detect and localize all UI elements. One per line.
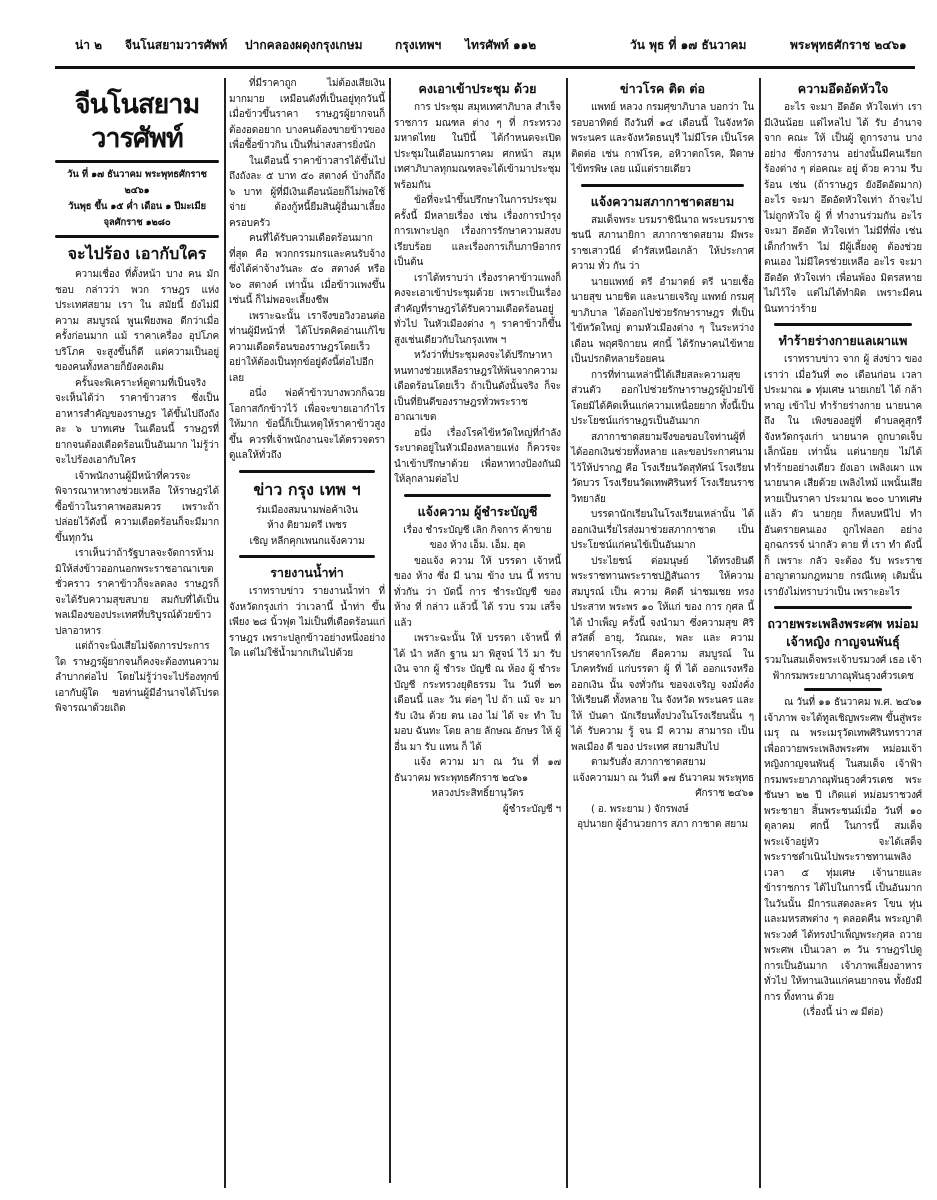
meeting-paragraph: หวังว่าที่ประชุมคงจะได้ปรึกษาหาหนทางช่วยเหลือราษฎรให้พ้นจากความเดือดร้อนโดยเร็ว ถ้าเป็นดังนั้นจริง ก็จะเป็นที่ยินดีของราษฎรทั่วพระราชอาณาเขต — [394, 350, 561, 423]
header-date: วัน พุธ ที่ ๑๗ ธันวาคม — [630, 38, 747, 52]
redcross-paragraph: สมเด็จพระ บรมราชินีนาถ พระบรมราชชนนี สภานายิกา สภากาชาดสยาม มีพระราชเสาวนีย์ ดำรัสเหนือเกล้า ให้ประกาศ ความ ทั่ว กัน ว่า — [571, 214, 754, 272]
assault-title: ทำร้ายร่างกายแลเผาแพ — [778, 333, 908, 348]
redcross-date: แจ้งความมา ณ วันที่ ๑๗ ธันวาคม พระพุทธศักราช ๒๔๖๑ — [572, 772, 754, 799]
column-divider — [224, 78, 226, 1188]
continued-note: (เรื่องนี้ น่า ๗ มีต่อ) — [802, 1007, 884, 1018]
liquidator-paragraph: ขอแจ้ง ความ ให้ บรรดา เจ้าหนี้ ของ ห้าง ซึ่ง มี นาม ข้าง บน นี้ ทราบ ทั่วกัน ว่า บัดนี้ การ ชำระบัญชี ของ ห้าง ที่ กล่าว แล้วนี้ ได้ รวบ รวม เสร็จ แล้ว — [394, 555, 561, 629]
disease-news-body: แพทย์ หลวง กรมศุขาภิบาล บอกว่า ในรอบอาทิตย์ ถึงวันที่ ๑๔ เดือนนี้ ในจังหวัดพระนคร และจังหวัดธนบุรี ไม่มีโรค เป็นโรค ติดต่อ เช่น กาฬโรค, อหิวาตกโรค, ฝีดาษ ไข้ทรพิษ เลย แม้แต่รายเดียว — [571, 102, 754, 175]
funeral-title: ถวายพระเพลิงพระศพ หม่อมเจ้าหญิง กาญจนพันธุ์ — [767, 616, 919, 649]
editorial-paragraph: ความเชื่อง ที่ตั้งหน้า บาง คน มักชอบ กล่าวว่า พวก ราษฎร แห่ง ประเทศสยาม เรา ใน สมัยนี้ ยังไม่มี ความ สมบูรณ์ พูนเพียงพอ ดีกว่าเมื่อครั้งก่อนมาก แม้ ราคาเครื่อง อุปโภค บริโภค จะสูงขึ้นก็ดี แต่ความเป็นอยู่ของคนทั้งหลายก็ยังคงเดิม — [55, 269, 219, 373]
editorial-paragraph: เราเห็นว่าถ้ารัฐบาลจะจัดการห้ามมิให้ส่งข้าวออกนอกพระราชอาณาเขตชั่วคราว ราคาข้าวก็จะลดลง ราษฎรก็จะได้รับความสุขสบาย สมกับที่ได้เป็นพลเมืองของประเทศที่บริบูรณ์ด้วยข้าวปลาอาหาร — [55, 548, 219, 637]
redcross-paragraph: การที่ท่านเหล่านี้ได้เสียสละความสุขส่วนตัว ออกไปช่วยรักษาราษฎรผู้ป่วยไข้ โดยมิได้คิดเห็นแก่ความเหนื่อยยาก ทั้งนี้เป็นประโยชน์แก่ราษฎรเป็นอันมาก — [571, 369, 754, 427]
liquidator-signer-title: ผู้ชำระบัญชี ฯ — [502, 803, 561, 815]
article-paragraph: เพราะฉะนั้น เราจึงขอวิงวอนต่อท่านผู้มีหน้าที่ ได้โปรดคิดอ่านแก้ไขความเดือดร้อนของราษฎรโดยเร็ว อย่าให้ต้องเป็นทุกข์อยู่ดังนี้ต่อไปอีกเลย — [229, 310, 385, 384]
ornament-rule — [404, 494, 551, 497]
column-divider — [566, 78, 568, 1188]
ornament-rule — [239, 470, 375, 473]
editorial-paragraph: เจ้าพนักงานผู้มีหน้าที่ควรจะพิจารณาหาทางช่วยเหลือ ให้ราษฎรได้ซื้อข้าวในราคาพอสมควร เพราะถ้าปล่อยไว้ดังนี้ ความเดือดร้อนก็จะมีมากขึ้นทุกวัน — [55, 470, 219, 544]
ornament-rule — [804, 688, 882, 691]
header-city: กรุงเทพฯ — [395, 38, 442, 52]
heart-title: ความอึดอัดหัวใจ — [797, 81, 889, 96]
column-divider — [759, 78, 761, 1188]
ornament-rule — [55, 235, 219, 238]
redcross-signer-title: อุปนายก ผู้อำนวยการ สภา กาชาด สยาม — [577, 819, 748, 830]
column-2 — [229, 76, 385, 662]
article-paragraph: คนที่ได้รับความเดือดร้อนมากที่สุด คือ พวกกรรมกรและคนรับจ้าง ซึ่งได้ค่าจ้างวันละ ๕๐ สตางค์ หรือ ๖๐ สตางค์ เท่านั้น เมื่อข้าวแพงขึ้นเช่นนี้ ก็ไม่พอจะเลี้ยงชีพ — [229, 233, 385, 306]
redcross-paragraph: ประไยชน์ ต่อมนุษย์ ได้ทรงยินดีพระราชทานพระราชปฏิสันถาร ให้ความสมบูรณ์ เป็น ความ คิดดี น่าชมเชย ทรงประสาท พระพร ๑๐ ให้แก่ ของ การ กุศล นี้ ได้ บำเพ็ญ ครั้งนี้ จงนำมา ซึ่งความสุข ศิริสวัสดิ์ อายุ, วัณณะ, พละ และ ความ ปราศจากโรคภัย คือความ สมบูรณ์ ในโภคทรัพย์ แก่บรรดา ผู้ ที่ ได้ ออกแรงหรือออกเงิน นั้น จงทั่วกัน ขอจงเจริญ จงมั่งคั่ง ให้เรียนดี ทั้งหลาย ใน จังหวัด พระนคร และให้ บันดา นักเรียนทั้งปวงในโรงเรียนนั้น ๆ ได้ รับความ รู้ จน มี ความ สามารถ เป็น พลเมือง ดี ของ ประเทศ สยามสืบไป — [571, 555, 754, 753]
redcross-paragraph: สภากาชาดสยามจึงขอขอบใจท่านผู้ที่ได้ออกเงินช่วยทั้งหลาย และขอประกาศนามไว้ให้ปรากฏ คือ โรงเรียนวัดสุทัศน์ โรงเรียนวัดบวร โรงเรียนวัดเทพศิรินทร์ โรงเรียนราชวิทยาลัย — [571, 431, 754, 505]
header-year: พระพุทธศักราช ๒๔๖๑ — [790, 38, 907, 52]
redcross-paragraph: นายแพทย์ ตรี อำมาตย์ ตรี นายเชื้อ นายสุข นายชิต และนายเจริญ แพทย์ กรมศุขาภิบาล ได้ออกไปช่วยรักษาราษฎร ที่เป็นไข้หวัดใหญ่ ตามหัวเมืองต่าง ๆ ในระหว่างเดือน พฤศจิกายน ศกนี้ ได้รักษาคนไข้หายเป็นปรกติหลายร้อยคน — [571, 276, 754, 365]
ornament-rule — [239, 555, 375, 558]
meeting-paragraph: การ ประชุม สมุหเทศาภิบาล สำเร็จราชการ มณฑล ต่าง ๆ ที่ กระทรวง มหาดไทย ในปีนี้ ได้กำหนดจะเปิดประชุมในเดือนมกราคม ศกหน้า สมุหเทศาภิบาลทุกมณฑลจะได้เข้ามาประชุมพร้อมกัน — [394, 102, 561, 191]
ornament-rule — [55, 160, 219, 163]
header-paper-name: จีนโนสยามวารศัพท์ — [125, 38, 228, 52]
page-number: น่า ๒ — [75, 38, 103, 52]
column-5 — [764, 76, 922, 1021]
column-1 — [55, 76, 219, 717]
assault-body: เราทราบข่าว จาก ผู้ ส่งข่าว ของเราว่า เมื่อวันที่ ๓๐ เดือนก่อน เวลา ประมาณ ๑ ทุ่มเศษ นายเกยไ ได้ กล้าหาญ เข้าไป ทำร้ายร่างกาย นายนาค ถึง ใน เพิงของอยู่ที่ ตำบลคูสุกรี จังหวัดกรุงเก่า นายนาค ถูกบาดเจ็บ เล็กน้อย เท่านั้น แต่นายกุย ไม่ได้ทำร้ายอย่างเดียว ยังเอา เพลิงเผา แพ นายนาค เสียด้วย เพลิงไหม้ แพนั้นเสียหายเป็นราคา ประมาณ ๒๐๐ บาทเศษ แล้ว ตัว นายกุย ก็หลบหนีไป ทำ อันตรายคนเอง ถูกไฟลอก อย่างอุกฉกรรจ์ น่ากลัว ตาย ที่ เรา ทำ ดังนี้ ก็ เพราะ กลัว จะต้อง รับ พระราชอาญาตามกฎหมาย กรณีเหตุ เดิมนั้น เรายังไม่ทราบว่าเป็น เพราะอะไร — [764, 354, 922, 598]
header-rule — [55, 66, 915, 69]
redcross-signer: ( อ. พระยาม ) จักรพงษ์ — [591, 803, 689, 815]
meeting-paragraph: อนึ่ง เรื่องโรคไข้หวัดใหญ่ที่กำลังระบาดอยู่ในหัวเมืองหลายแห่ง ก็ควรจะนำเข้าปรึกษาด้วย เพื่อหาทางป้องกันมิให้ลุกลามต่อไป — [394, 427, 561, 485]
article-paragraph: ในเดือนนี้ ราคาข้าวสารได้ขึ้นไปถึงถังละ ๕ บาท ๕๐ สตางค์ บ้างก็ถึง ๖ บาท ผู้ที่มีเงินเดือนน้อยก็ไม่พอใช้จ่าย ต้องกู้หนี้ยืมสินผู้อื่นมาเลี้ยงครอบครัว — [229, 155, 385, 229]
header-address: ปากคลองผดุงกรุงเกษม — [245, 38, 363, 52]
news-line: ร่มเมืองสมนามพ่อค้าเงิน — [256, 504, 358, 516]
ornament-rule — [774, 606, 912, 609]
meeting-paragraph: เราได้ทราบว่า เรื่องราคาข้าวแพงก็คงจะเอาเข้าประชุมด้วย เพราะเป็นเรื่องสำคัญที่ราษฎรได้รับความเดือดร้อนอยู่ทั่วไป ในหัวเมืองต่าง ๆ ราคาข้าวก็ขึ้นสูงเช่นเดียวกับในกรุงเทพ ฯ — [394, 272, 561, 346]
heart-body: อะไร จะมา อึดอัด หัวใจเท่า เรามีเงินน้อย แต่ไหลไป ได้ รับ อำนาจ จาก คณะ ให้ เป็นผู้ ดูการงาน บางอย่าง ซึ่งการงาน อย่างนั้นมีคนเรียกร้องต่าง ๆ ต่อคณะ อยู่ ด้วย ความ รีบ ร้อน เช่น (ถ้าราษฎร ยังอึดอัดมาก) อะไร จะมา อึดอัดหัวใจเท่า ถ้าจะไป ไม่ถูกหัวใจ ผู้ ที่ ทำงานร่วมกัน อะไร จะมา อึดอัด หัวใจเท่า ไม่มีที่พึ่ง เช่น เด็กกำพร้า ไม่ มีผู้เลี้ยงดู ต้องช่วย ตนเอง ไม่มีใครช่วยเหลือ อะไร จะมา อึดอัด หัวใจเท่า เพื่อนพ้อง มิตรสหาย ไม่ไว้ใจ แต่ไม่ได้ทำผิด เพราะมีคนนินทาว่าร้าย — [764, 102, 922, 315]
liquidator-title: แจ้งความ ผู้ชำระบัญชี — [417, 503, 538, 519]
editorial-title: จะไปร้อง เอากับใคร — [67, 244, 207, 263]
page-header — [0, 36, 937, 56]
masthead-date-1: วัน ที่ ๑๗ ธันวาคม พระพุทธศักราช ๒๔๖๑ — [67, 169, 207, 196]
article-paragraph: ที่มีราคาถูก ไม่ต้องเสียเงินมากมาย เหมือนดังที่เป็นอยู่ทุกวันนี้ เมื่อข้าวขึ้นราคา ราษฎรผู้ยากจนก็ต้องอดอยาก บางคนต้องขายข้าวของเพื่อซื้อข้าวกิน เป็นที่น่าสงสารยิ่งนัก — [229, 78, 385, 151]
article-paragraph: อนึ่ง พ่อค้าข้าวบางพวกก็ฉวยโอกาสกักข้าวไว้ เพื่อจะขายเอากำไรให้มาก ข้อนี้ก็เป็นเหตุให้ราคาข้าวสูงขึ้น ควรที่เจ้าพนักงานจะได้ตรวจตราดูแลให้ทั่วถึง — [229, 388, 385, 461]
water-report-title: รายงานน้ำท่า — [270, 565, 344, 580]
meeting-paragraph: ข้อที่จะนำขึ้นปรึกษาในการประชุมครั้งนี้ มีหลายเรื่อง เช่น เรื่องการบำรุงการเพาะปลูก เรื่องการรักษาความสงบเรียบร้อย และเรื่องการเก็บภาษีอากร เป็นต้น — [394, 195, 561, 268]
masthead-title: จีนโนสยามวารศัพท์ — [74, 89, 200, 154]
masthead-date-2: วันพุธ ขึ้น ๑๕ ค่ำ เดือน ๑ ปีมะเมีย — [68, 201, 206, 212]
disease-news-title: ข่าวโรค ติด ต่อ — [620, 81, 705, 96]
redcross-title: แจ้งความสภากาชาดสยาม — [590, 193, 735, 209]
column-3 — [394, 76, 561, 817]
liquidator-paragraph: เพราะฉะนั้น ให้ บรรดา เจ้าหนี้ ที่ ได้ นำ หลัก ฐาน มา พิสูจน์ ไว้ มา รับ เงิน จาก ผู้ ชำระ บัญชี ณ ห้อง ผู้ ชำระ บัญชี กระทรวงยุติธรรม ใน วันที่ ๒๓ เดือนนี้ และ วัน ต่อๆ ไป ถ้า แม้ จะ มา รับ เงิน ด้วย ตน เอง ไม่ ได้ จะ ทำ ใบ มอบ ฉันทะ โดย ลาย ลักษณ อักษร ให้ ผู้ อื่น มา รับ แทน ก็ ได้ — [394, 633, 561, 753]
redcross-paragraph: บรรดานักเรียนในโรงเรียนเหล่านั้น ได้ออกเงินเรี่ยไรส่งมาช่วยสภากาชาด เป็นประโยชน์แก่คนไข้เป็นอันมาก — [571, 509, 754, 551]
liquidator-date: แจ้ง ความ มา ณ วัน ที่ ๑๗ ธันวาคม พระพุทธศักราช ๒๔๖๑ — [394, 757, 561, 784]
news-line: เชิญ หลีกคุกเพนกแจ้งความ — [249, 535, 365, 547]
funeral-body: ณ วันที่ ๑๑ ธันวาคม พ.ศ. ๒๔๖๑ เจ้าภาพ จะได้ทูลเชิญพระศพ ขึ้นสู่พระเมรุ ณ พระเมรุวัดเทพศิรินทราวาส เพื่อถวายพระเพลิงพระศพ หม่อมเจ้าหญิงกาญจนพันธุ์ ในสมเด็จ เจ้าฟ้ากรมพระยาภาณุพันธุวงศ์วรเดช พระชันษา ๒๒ ปี เกิดแต่ หม่อมราชวงศ์ พระชายา สิ้นพระชนม์เมื่อ วันที่ ๑๐ ตุลาคม ศกนี้ ในการนี้ สมเด็จพระเจ้าอยู่หัว จะได้เสด็จพระราชดำเนินไปพระราชทานเพลิง เวลา ๕ ทุ่มเศษ เจ้านายและข้าราชการ ได้ไปในการนี้ เป็นอันมาก ในวันนั้น มีการแสดงละคร โขน หุ่น และมหรสพต่าง ๆ ตลอดคืน พระญาติพระวงศ์ ได้ทรงบำเพ็ญพระกุศล ถวายพระศพ เป็นเวลา ๓ วัน ราษฎรไปดูการเป็นอันมาก เจ้าภาพเลี้ยงอาหารทั่วไป ให้ทานเงินแก่คนยากจน ทั้งยังมีการ ทิ้งทาน ด้วย — [764, 697, 922, 1003]
funeral-subtitle: รวมในสมเด็จพระเจ้าบรมวงศ์ เธอ เจ้าฟ้ากรมพระยาภาณุพันธุวงศ์วรเดช — [764, 655, 922, 682]
water-report-body: เราทราบข่าว รายงานน้ำท่า ที่จังหวัดกรุงเก่า ว่าเวลานี้ น้ำท่า ขึ้นเพียง ๒๘ นิ้วฟุต ไม่เป็นที่เดือดร้อนแก่ราษฎร เพราะปลูกข้าวอย่างหนึ่งอย่างใด แต่ไม่ใช้น้ำมากเกินไปด้วย — [229, 586, 385, 659]
column-4 — [571, 76, 754, 833]
liquidator-subtitle: เรื่อง ชำระบัญชี เลิก กิจการ ค้าขาย ของ ห้าง เอ็ม. เอ็ม. ฮุด — [403, 524, 552, 551]
column-divider — [389, 78, 391, 1183]
header-phone: ไทรศัพท์ ๑๑๒ — [465, 38, 537, 52]
masthead-date-3: จุลศักราช ๑๒๘๐ — [103, 217, 171, 228]
editorial-paragraph: แต่ถ้าจะนิ่งเสียไม่จัดการประการใด ราษฎรผู้ยากจนก็คงจะต้องทนความลำบากต่อไป โดยไม่รู้ว่าจะไปร้องทุกข์เอากับผู้ใด ขอท่านผู้มีอำนาจได้โปรดพิจารณาด้วยเถิด — [55, 641, 219, 714]
redcross-by-order: ตามรับสั่ง สภากาชาดสยาม — [591, 757, 706, 768]
ornament-rule — [581, 184, 744, 187]
news-line: ห้าง ติยามตรี เพชร — [267, 520, 347, 531]
liquidator-signer: หลวงประสิทธิ์ยานุวัตร — [431, 788, 524, 799]
editorial-paragraph: ครั้นจะพิเคราะห์ดูตามที่เป็นจริง จะเห็นได้ว่า ราคาข้าวสาร ซึ่งเป็นอาหารสำคัญของราษฎร ได้ขึ้นไปถึงถังละ ๖ บาทเศษ ในเดือนนี้ ราษฎรที่ยากจนต้องเดือดร้อนเป็นอันมาก ไม่รู้ว่าจะไปร้องเอากับใคร — [55, 377, 219, 466]
bangkok-news-title: ข่าว กรุง เทพ ฯ — [253, 479, 361, 499]
ornament-rule — [774, 323, 912, 326]
meeting-title: คงเอาเข้าประชุม ด้วย — [418, 81, 537, 96]
